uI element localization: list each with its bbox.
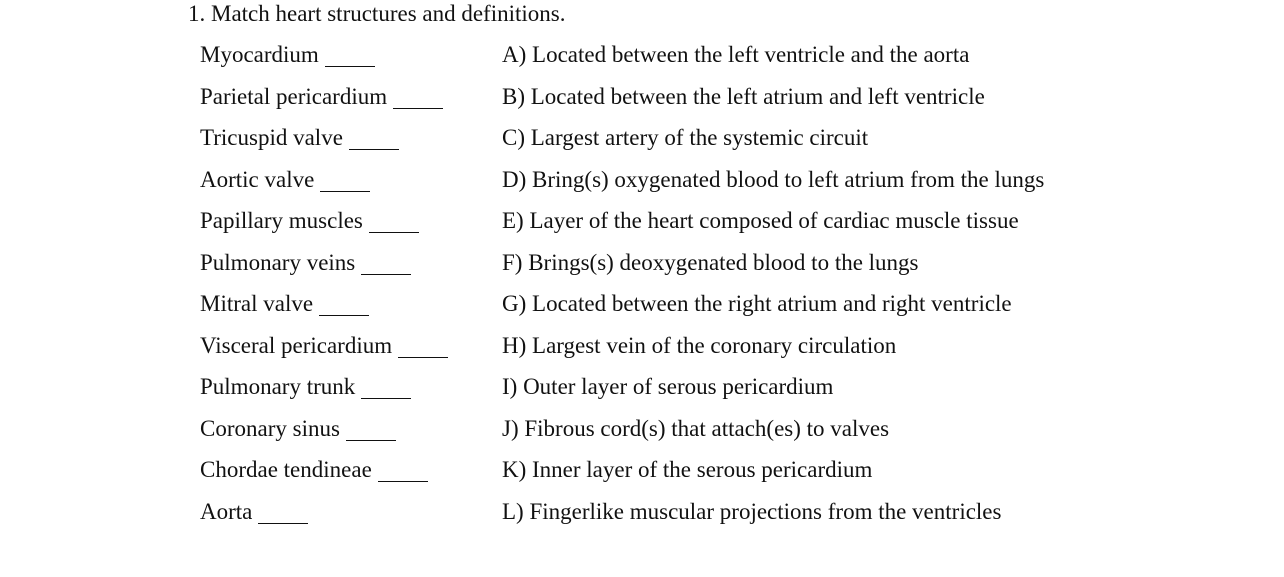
definitions-list (502, 34, 1044, 532)
structure-item (200, 491, 448, 533)
question-title: 1. Match heart structures and definitions. (188, 1, 566, 26)
structure-item (200, 34, 448, 76)
structure-item (200, 283, 448, 325)
definition-item: I) Outer layer of serous pericardium (502, 374, 834, 399)
answer-blank[interactable] (393, 107, 443, 109)
structure-label: Papillary muscles (200, 208, 363, 233)
definition-item: J) Fibrous cord(s) that attach(es) to valves (502, 415, 890, 441)
answer-blank[interactable] (369, 231, 419, 233)
answer-blank[interactable] (361, 273, 411, 275)
answer-blank[interactable] (398, 356, 448, 358)
definition-item: E) Layer of the heart composed of cardiac muscle tissue (502, 208, 1019, 233)
structure-label: Pulmonary trunk (200, 374, 356, 399)
structure-item (200, 200, 448, 242)
definition-item: G) Located between the right atrium and right ventricle (502, 291, 1012, 316)
structure-item (200, 76, 448, 118)
structure-label: Tricuspid valve (200, 125, 343, 150)
definition-item: B) Located between the left atrium and left ventricle (502, 83, 985, 109)
definition-item: C) Largest artery of the systemic circuit (502, 125, 869, 150)
structure-item (200, 325, 448, 367)
structure-label: Coronary sinus (200, 415, 340, 441)
structure-label: Aorta (200, 498, 253, 524)
answer-blank[interactable] (349, 148, 399, 150)
structure-item (200, 408, 448, 450)
definition-item: F) Brings(s) deoxygenated blood to the lungs (502, 249, 919, 275)
answer-blank[interactable] (258, 522, 308, 524)
structure-item (200, 159, 448, 201)
answer-blank[interactable] (319, 314, 369, 316)
answer-blank[interactable] (361, 397, 411, 399)
structure-label: Myocardium (200, 42, 319, 67)
definition-item: L) Fingerlike muscular projections from the ventricles (502, 498, 1002, 524)
structure-label: Visceral pericardium (200, 332, 393, 358)
structure-label: Parietal pericardium (200, 83, 388, 109)
definition-item: K) Inner layer of the serous pericardium (502, 457, 873, 482)
structure-item (200, 117, 448, 159)
answer-blank[interactable] (346, 439, 396, 441)
definition-item: D) Bring(s) oxygenated blood to left atrium from the lungs (502, 166, 1045, 192)
structure-label: Mitral valve (200, 291, 314, 316)
structure-item (200, 242, 448, 284)
structure-item (200, 366, 448, 408)
definition-item: A) Located between the left ventricle and the aorta (502, 42, 970, 67)
structure-item (200, 449, 448, 491)
structure-label: Pulmonary veins (200, 249, 356, 275)
answer-blank[interactable] (320, 190, 370, 192)
definition-item: H) Largest vein of the coronary circulation (502, 332, 897, 358)
structures-list (200, 34, 448, 532)
structure-label: Chordae tendineae (200, 457, 372, 482)
answer-blank[interactable] (325, 65, 375, 67)
answer-blank[interactable] (378, 480, 428, 482)
structure-label: Aortic valve (200, 166, 315, 192)
